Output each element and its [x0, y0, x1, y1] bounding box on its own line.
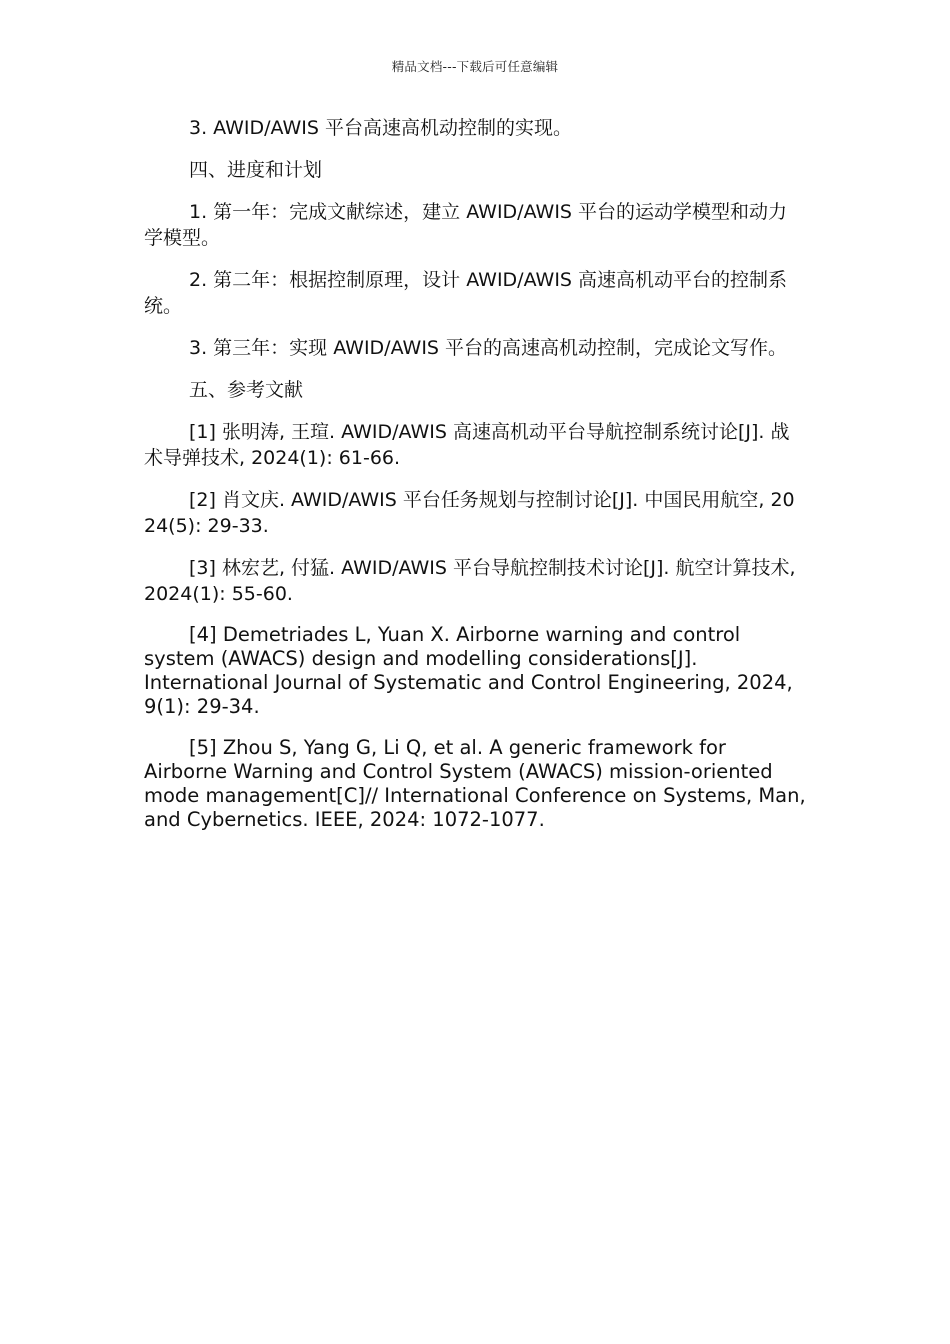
schedule-item-3: 3. 第三年：实现 AWID/AWIS 平台的高速高机动控制，完成论文写作。: [189, 337, 788, 359]
page-header: 精品文档---下载后可任意编辑: [391, 59, 559, 74]
reference-3: [3] 林宏艺, 付猛. AWID/AWIS 平台导航控制技术讨论[J]. 航空计算技术, 2024(1): 55-60.: [144, 557, 796, 605]
research-item-3: 3. AWID/AWIS 平台高速高机动控制的实现。: [189, 117, 572, 139]
schedule-item-2: 2. 第二年：根据控制原理，设计 AWID/AWIS 高速高机动平台的控制系统。: [144, 269, 788, 317]
reference-2: [2] 肖文庆. AWID/AWIS 平台任务规划与控制讨论[J]. 中国民用航空, 2024(5): 29-33.: [144, 489, 795, 537]
reference-5: [5] Zhou S, Yang G, Li Q, et al. A generic framework for Airborne Warning and Control System (AWACS) mission-oriented mode management[C]// International Conference on Systems, Man, and Cybernetics. IEEE, 2024: 1072-1077.: [144, 736, 806, 831]
reference-4: [4] Demetriades L, Yuan X. Airborne warning and control system (AWACS) design and modelling considerations[J]. International Journal of Systematic and Control Engineering, 2024, 9(1): 29-34.: [144, 623, 793, 718]
schedule-heading: 四、进度和计划: [189, 159, 323, 181]
schedule-item-1: 1. 第一年：完成文献综述，建立 AWID/AWIS 平台的运动学模型和动力学模型。: [144, 201, 788, 249]
reference-1: [1] 张明涛, 王瑄. AWID/AWIS 高速高机动平台导航控制系统讨论[J]. 战术导弹技术, 2024(1): 61-66.: [144, 421, 790, 469]
document-body: [144, 115, 806, 849]
references-heading: 五、参考文献: [189, 379, 304, 401]
